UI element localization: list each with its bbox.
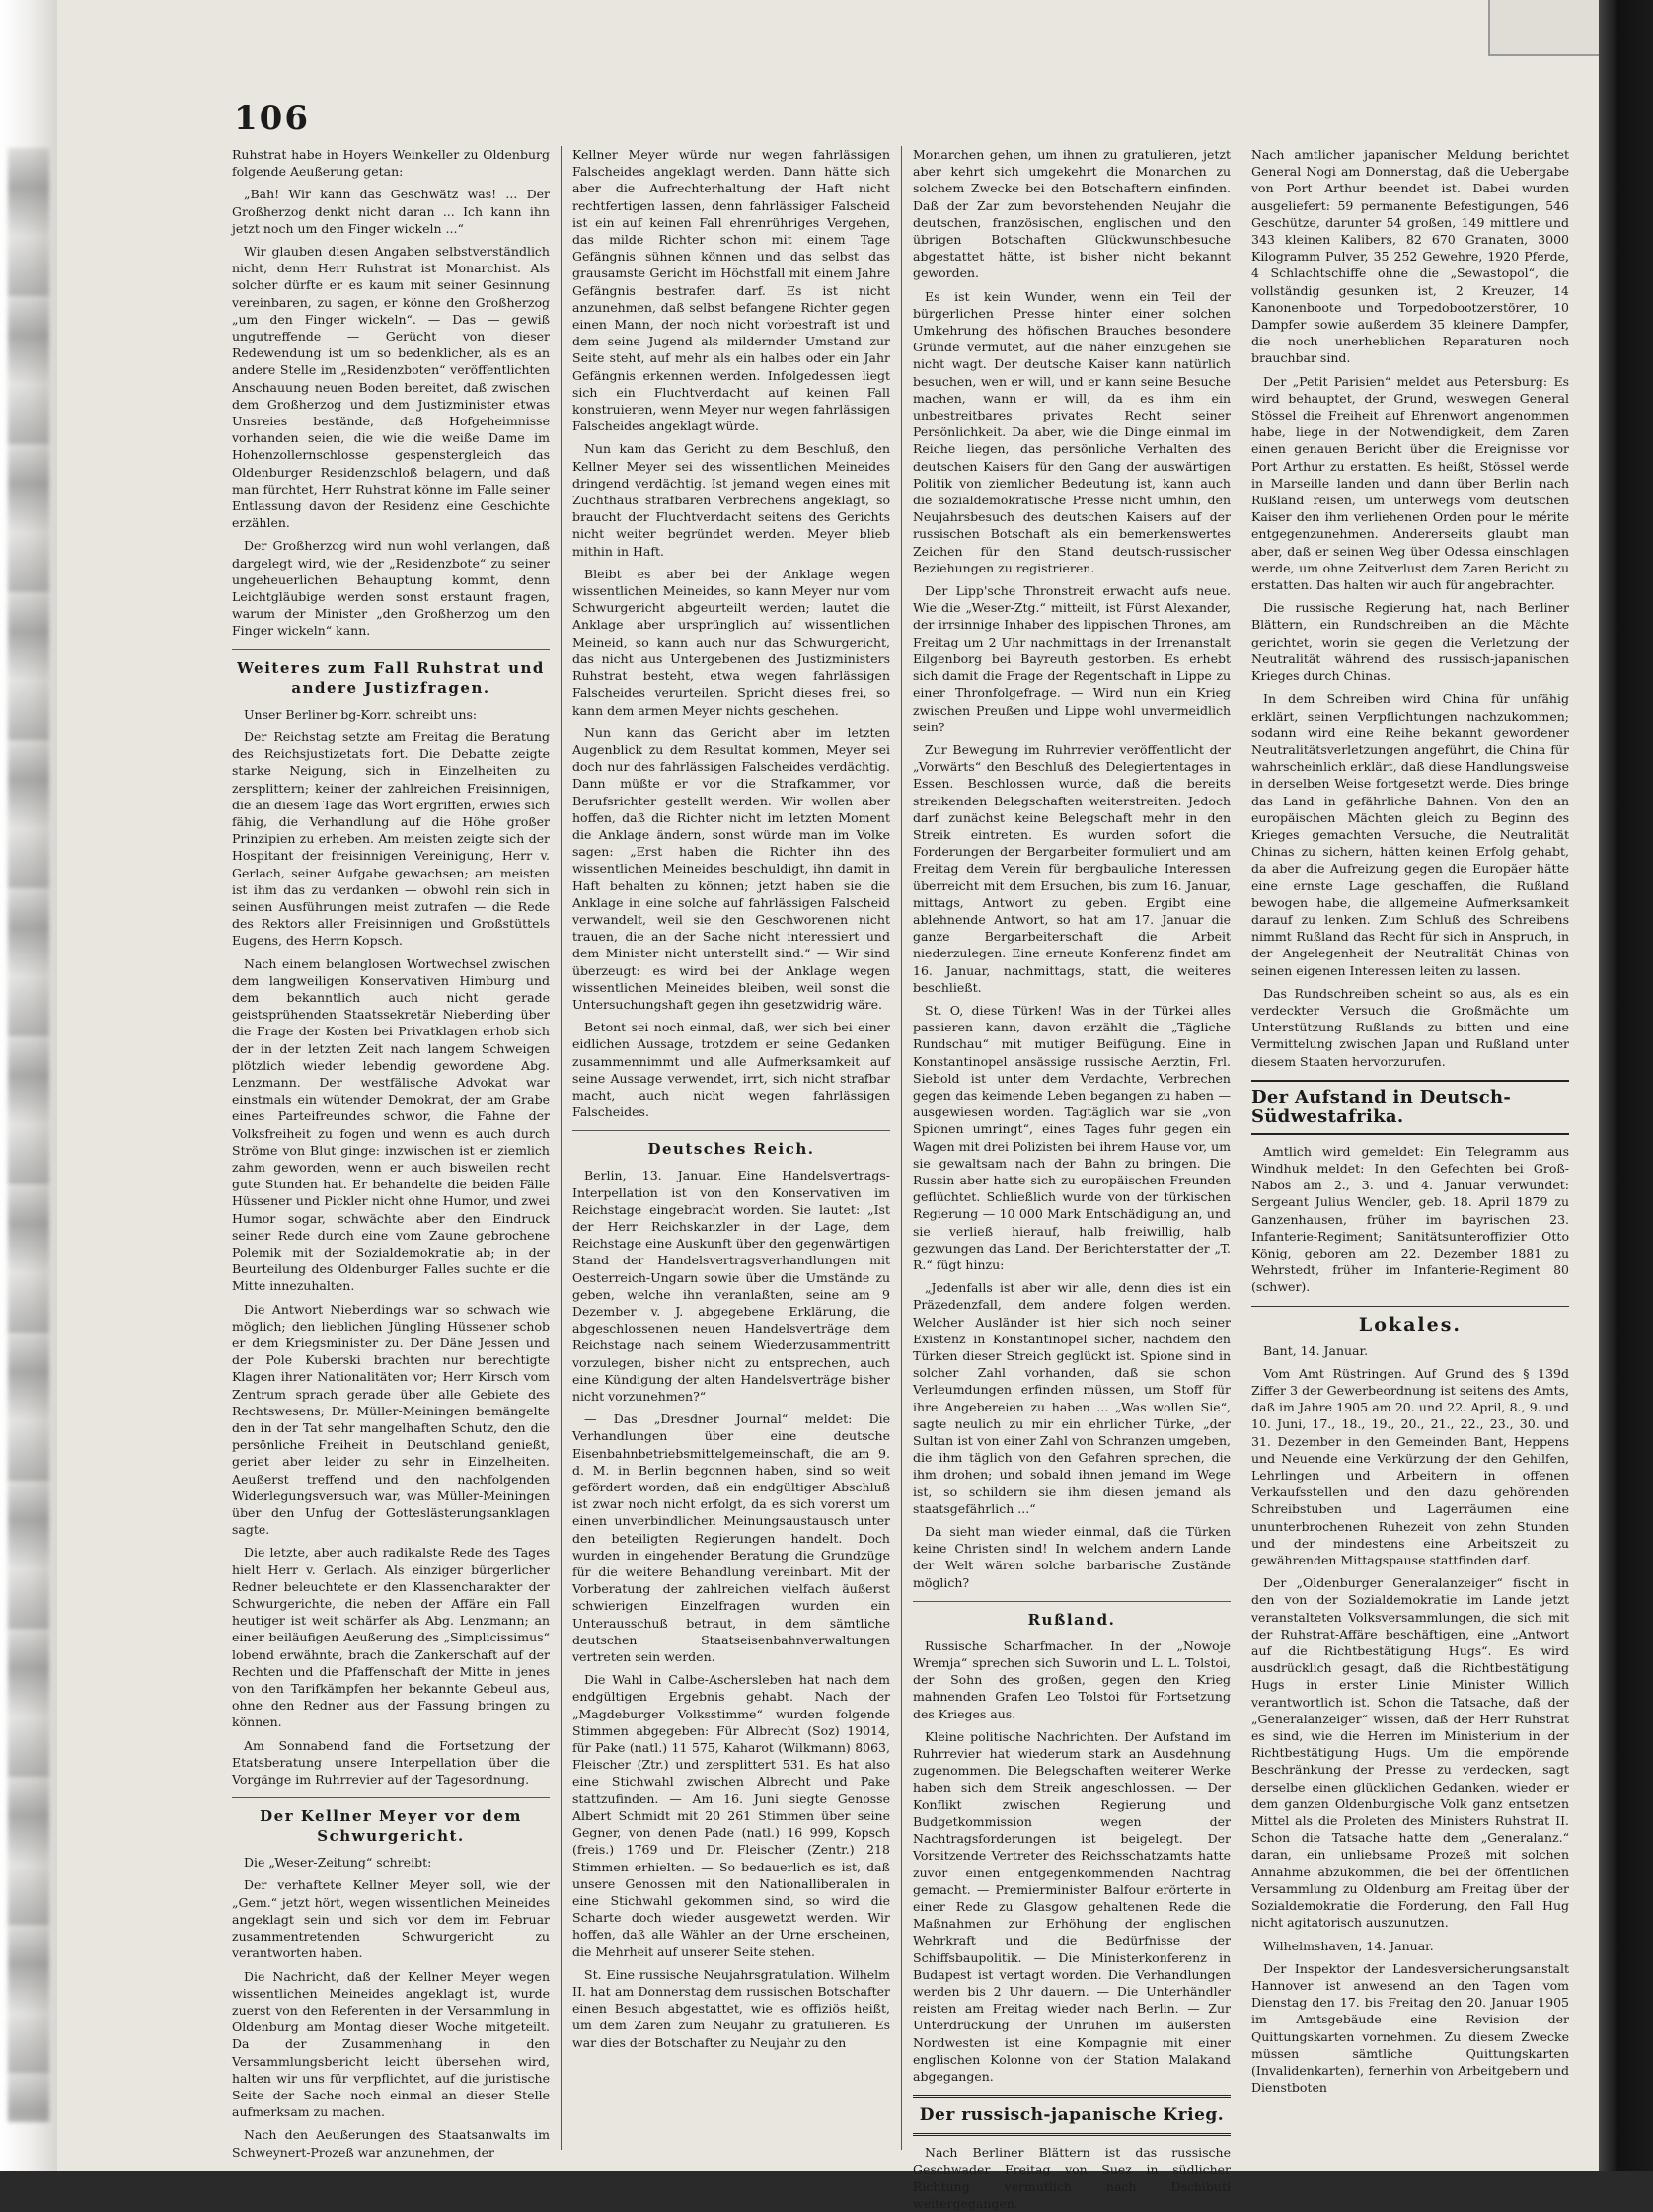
article-paragraph: Die Antwort Nieberdings war so schwach wie möglich; den lieblichen Jüngling Hüssener schob er dem Kriegsminister zu. Der Däne Jessen und der Pole Kuberski brachten nur berechtigte Klagen ihrer Nationalitäten vor; Herr Kirsch vom Zentrum sprach gerade über alle Gebiete des Rechtswesens; Dr. Müller-Meiningen bemängelte den in der Tat sehr mangelhaften Schutz, den die persönliche Freiheit in Deutschland genießt, geriet aber leider zu sehr in Einzelheiten. Aeußerst treffend und den nachfolgenden Widerlegungsversuch war, was Müller-Meiningen über den Unfug der Gotteslästerungsanklagen sagte. — [232, 1301, 550, 1538]
article-paragraph: Vom Amt Rüstringen. Auf Grund des § 139d Ziffer 3 der Gewerbeordnung ist seitens des Amts, daß im Jahre 1905 am 20. und 22. April, 8., 9. und 10. Juni, 17., 18., 19., 20., 21., 22., 23., 30. und 31. Dezember in den Gemeinden Bant, Heppens und Neuende eine Verkürzung der den Gehilfen, Lehrlingen und Arbeitern in offenen Verkaufsstellen und den dazu gehörenden Schreibstuben und Lagerräumen eine ununterbrochenen Ruhezeit von zehn Stunden und der mindestens eine Arbeitszeit zu gewährenden Mittagspause stattfinden darf. — [1251, 1365, 1569, 1568]
article-paragraph: „Jedenfalls ist aber wir alle, denn dies ist ein Präzedenzfall, dem andere folgen werden. Welcher Ausländer ist hier sich noch seiner Existenz in Konstantinopel sicher, nachdem den Türken dieser Streich geglückt ist. Spione sind in solcher Zahl vorhanden, daß sie schon Verleumdungen erfinden müssen, um Stoff für ihre Angebereien zu haben ... „Was wollen Sie“, sagte neulich zu mir ein ehrlicher Türke, „der Sultan ist von einer Zahl von Schranzen umgeben, die ihm täglich von den Gefahren sprechen, die ihm drohen; und sobald ihnen jemand im Wege ist, so schildern sie ihm diesen jemand als staatsgefährlich ...“ — [913, 1280, 1231, 1516]
article-heading: Deutsches Reich. — [572, 1130, 890, 1159]
article-heading: Der Aufstand in Deutsch-Südwestafrika. — [1251, 1080, 1569, 1135]
article-paragraph: St. O, diese Türken! Was in der Türkei alles passieren kann, davon erzählt die „Tägliche Rundschau“ mit mutiger Beifügung. Eine in Konstantinopel ansässige russische Aerztin, Frl. Siebold ist unter dem Verdachte, Verbrechen gegen das keimende Leben begangen zu haben — ausgewiesen worden. Tagtäglich war sie „von Spionen umringt“, eines Tages fuhr gegen ein Wagen mit drei Polizisten bei ihrem Hause vor, um sie gewaltsam nach der Bahn zu bringen. Die Russin aber hatte sich zu europäischen Freunden geflüchtet. Schließlich wurde von der türkischen Regierung — 10 000 Mark Entschädigung an, und sie verließ hierauf, halb freiwillig, halb gezwungen das Land. Der Berichterstatter der „T. R.“ fügt hinzu: — [913, 1002, 1231, 1272]
article-paragraph: Es ist kein Wunder, wenn ein Teil der bürgerlichen Presse hinter einer solchen Umkehrung des höfischen Brauches besondere Gründe vermutet, auf die näher einzugehen sie nicht wagt. Der deutsche Kaiser kann natürlich besuchen, wen er will, und er kann seine Besuche machen, wann er will, da es ihm ein unbestreitbares privates Recht seiner Persönlichkeit. Da aber, wie die Dinge einmal im Reiche liegen, das persönliche Verhalten des deutschen Kaisers für den Gang der auswärtigen Politik von ziemlicher Bedeutung ist, kann auch die sozialdemokratische Presse nicht umhin, den Neujahrsbesuch des deutschen Kaisers auf der russischen Botschaft als ein bemerkenswertes Zeichen für den Stand deutsch-russischer Beziehungen zu registrieren. — [913, 288, 1231, 575]
article-paragraph: Kleine politische Nachrichten. Der Aufstand im Ruhrrevier hat wiederum stark an Ausdehnung zugenommen. Die Belegschaften weiterer Werke haben sich dem Streik angeschlossen. — Der Konflikt zwischen Regierung und Budgetkommission wegen der Nachtragsforderungen ist beigelegt. Der Vorsitzende Vertreter des Reichsschatzamts hatte zuvor einen entgegenkommenden Nachtrag gemacht. — Premierminister Balfour erörterte in einer Rede zu Glasgow gehaltenen Rede die Maßnahmen zur Erhöhung der englischen Wehrkraft und die Bedürfnisse der Schiffsbaupolitik. — Die Ministerkonferenz in Budapest ist vertagt worden. Die Verhandlungen werden bis 2 Uhr dauern. — Die Unterhändler reisten am Freitag wieder nach Berlin. — Zur Unterdrückung der Unruhen im äußersten Nordwesten ist eine Kompagnie mit einer englischen Kolonne von der Station Malakand abgegangen. — [913, 1728, 1231, 2084]
text-column-4 — [1251, 146, 1569, 2150]
article-paragraph: Der Inspektor der Landesversicherungsanstalt Hannover ist anwesend an den Tagen vom Dienstag den 17. bis Freitag den 20. Januar 1905 im Amtsgebäude eine Revision der Quittungskarten vornehmen. Zu diesem Zwecke müssen sämtliche Quittungskarten (Invalidenkarten), fernerhin von Arbeitgebern und Dienstboten — [1251, 1960, 1569, 2096]
article-paragraph: Bleibt es aber bei der Anklage wegen wissentlichen Meineides, so kann Meyer nur vom Schwurgericht abgeurteilt werden; lautet die Anklage aber ursprünglich auf wissentlichen Meineid, so kann auch nur das Schwurgericht, das nicht aus Untergebenen des Justizministers Ruhstrat besteht, etwa wegen fahrlässigen Falscheides verurteilen. Spricht dieses frei, so kann dem armen Meyer nichts geschehen. — [572, 566, 890, 718]
article-heading: Der Kellner Meyer vor dem Schwurgericht. — [232, 1797, 550, 1846]
article-paragraph: Am Sonnabend fand die Fortsetzung der Etatsberatung unsere Interpellation über die Vorgänge im Ruhrrevier auf der Tagesordnung. — [232, 1737, 550, 1788]
article-paragraph: Der Lipp'sche Thronstreit erwacht aufs neue. Wie die „Weser-Ztg.“ mitteilt, ist Fürst Alexander, der irrsinnige Inhaber des lippischen Thrones, am Freitag um 2 Uhr nachmittags in der Irrenanstalt Eilgenborg bei Bayreuth gestorben. Es erhebt sich damit die Frage der Regentschaft in Lippe zu einer Thronfolgefrage. — Wird nun ein Krieg zwischen Preußen und Lippe wohl unvermeidlich sein? — [913, 583, 1231, 734]
article-paragraph: Der „Petit Parisien“ meldet aus Petersburg: Es wird behauptet, der Grund, weswegen General Stössel die Freiheit auf Ehrenwort angenommen habe, liege in der Notwendigkeit, dem Zaren einen genauen Bericht über die Ereignisse vor Port Arthur zu erstatten. Es heißt, Stössel werde in Marseille landen und dann über Berlin nach Rußland reisen, um unterwegs vom deutschen Kaiser den ihm verliehenen Orden pour le mérite entgegenzunehmen. Andererseits glaubt man aber, daß er seinen Weg über Odessa einschlagen werde, um ohne Zeitverlust dem Zaren Bericht zu erstatten. Das halten wir auch für angebrachter. — [1251, 373, 1569, 593]
article-paragraph: In dem Schreiben wird China für unfähig erklärt, seinen Verpflichtungen nachzukommen; sodann wird eine Reihe bekannt gewordener Neutralitätsverletzungen angeführt, die China für wahrscheinlich erklärt, daß diese Handlungsweise in derselben Weise fortgesetzt werde. Dies bringe das Land in gefährliche Bahnen. Von den an europäischen Mächten gleich zu Beginn des Krieges gemachten Versuche, die Neutralität Chinas zu sichern, hätten keinen Erfolg gehabt, da aber die Aufreizung gegen die Europäer hätte eine ernste Lage geschaffen, die Rußland bewogen habe, die allgemeine Aufmerksamkeit darauf zu lenken. Zum Schluß des Schreibens nimmt Rußland das Recht für sich in Anspruch, in der Angelegenheit der Neutralität Chinas von seinen eigenen Interessen leiten zu lassen. — [1251, 691, 1569, 978]
article-paragraph: Berlin, 13. Januar. Eine Handelsvertrags-Interpellation ist von den Konservativen im Reichstage eingebracht worden. Sie lautet: „Ist der Herr Reichskanzler in der Lage, dem Reichstage eine Auskunft über den gegenwärtigen Stand der Handelsvertragsverhandlungen mit Oesterreich-Ungarn sowie über die Umstände zu geben, welche ihn veranlaßten, seine am 9 Dezember v. J. abgegebene Erklärung, die abgeschlossenen neuen Handelsverträge dem Reichstage nach seinem Wiederzusammentritt vorzulegen, bisher nicht zu entsprechen, auch eine Kündigung der alten Handelsverträge bisher nicht vorzunehmen?“ — [572, 1168, 890, 1405]
article-paragraph: „Bah! Wir kann das Geschwätz was! ... Der Großherzog denkt nicht daran ... Ich kann ihn jetzt noch um den Finger wickeln ...“ — [232, 187, 550, 236]
binding-shadow — [8, 148, 49, 2122]
article-paragraph: Nach Berliner Blättern ist das russische Geschwader Freitag von Suez in südlicher Richtung vermutlich nach Dschibuti weitergegangen. — [913, 2145, 1231, 2211]
article-paragraph: Nun kann das Gericht aber im letzten Augenblick zu dem Resultat kommen, Meyer sei doch nur des fahrlässigen Falscheides verdächtig. Dann müßte er vor die Strafkammer, vor Berufsrichter gestellt werden. Wir wollen aber hoffen, daß die Richter nicht im letzten Moment die Anklage ändern, sonst würde man im Volke sagen: „Erst haben die Richter ihn des wissentlichen Meineides beschuldigt, ihn damit in Haft behalten zu können; jetzt haben sie die Anklage in eine solche auf fahrlässigen Falscheid verwandelt, weil sie den Geschworenen nicht trauen, die an der Sache nicht interessiert und dem Minister nicht unterstellt sind.“ — Wir sind überzeugt: es wird bei der Anklage wegen wissentlichen Meineides bleiben, weil sonst die Untersuchungshaft gegen ihn gesetzwidrig wäre. — [572, 725, 890, 1012]
scanner-frame-right — [1599, 0, 1653, 2171]
article-paragraph: Das Rundschreiben scheint so aus, als es ein verdeckter Versuch die Großmächte um Unterstützung Rußlands zu bitten und eine Vermittelung zwischen Japan und Rußland unter diesem Staaten hervorzurufen. — [1251, 985, 1569, 1069]
newspaper-page — [232, 99, 1569, 2211]
scanner-frame-corner — [1488, 0, 1599, 56]
article-paragraph: Die Wahl in Calbe-Aschersleben hat nach dem endgültigen Ergebnis gehabt. Nach der „Magdeburger Volksstimme“ wurden folgende Stimmen abgegeben: Für Albrecht (Soz) 19014, für Pake (natl.) 11 575, Kaharot (Wilkmann) 8063, Fleischer (Ztr.) und zersplittert 531. Es hat also eine Stichwahl zwischen Albrecht und Pake stattzufinden. — Am 16. Juni siegte Genosse Albert Schmidt mit 20 261 Stimmen über seine Gegner, von denen Pade (natl.) 16 999, Kopsch (freis.) 1769 und Dr. Fleischer (Zentr.) 218 Stimmen erhielten. — So bedauerlich es ist, daß unsere Genossen mit den Nationalliberalen in eine Stichwahl gekommen sind, so wird die Scharte doch wieder ausgewetzt werden. Wir hoffen, daß alle Wähler an der Urne erscheinen, die Mehrheit auf unserer Seite stehen. — [572, 1672, 890, 1959]
text-column-1 — [232, 146, 550, 2160]
article-paragraph: Nun kam das Gericht zu dem Beschluß, den Kellner Meyer sei des wissentlichen Meineides dringend verdächtig. Ist jemand wegen eines mit Zuchthaus strafbaren Verbrechens angeklagt, so braucht der Fluchtverdacht seitens des Gerichts nicht weiter begründet werden. Meyer blieb mithin in Haft. — [572, 441, 890, 559]
article-paragraph: Zur Bewegung im Ruhrrevier veröffentlicht der „Vorwärts“ den Beschluß des Delegiertentages in Essen. Beschlossen wurde, daß die bereits streikenden Belegschaften weiterstreiten. Jedoch darf zunächst keine Belegschaft mehr in den Streik eintreten. Es wurden sofort die Forderungen der Bergarbeiter formuliert und am Freitag dem Verein für bergbauliche Interessen überreicht mit dem Ersuchen, bis zum 16. Januar, mittags, Antwort zu geben. Ergibt eine ablehnende Antwort, so hat am 17. Januar die ganze Bergarbeiterschaft die Arbeit niederzulegen. Eine erneute Konferenz findet am 16. Januar, nachmittags, statt, die weiteres beschließt. — [913, 741, 1231, 995]
article-paragraph: Russische Scharfmacher. In der „Nowoje Wremja“ sprechen sich Suworin und L. L. Tolstoi, der Sohn des großen, gegen den Krieg mahnenden Grafen Leo Tolstoi für Fortsetzung des Krieges aus. — [913, 1638, 1231, 1721]
article-paragraph: Amtlich wird gemeldet: Ein Telegramm aus Windhuk meldet: In den Gefechten bei Groß-Nabos am 2., 3. und 4. Januar verwundet: Sergeant Julius Wendler, geb. 18. April 1879 zu Ganzenhausen, früher im bayrischen 23. Infanterie-Regiment; Sanitätsunteroffizier Otto König, geboren am 22. Dezember 1881 zu Wehrstedt, früher im Infanterie-Regiment 80 (schwer). — [1251, 1143, 1569, 1295]
article-paragraph: Nach amtlicher japanischer Meldung berichtet General Nogi am Donnerstag, daß die Uebergabe von Port Arthur beendet ist. Dabei wurden ausgeliefert: 59 permanente Befestigungen, 546 Geschütze, darunter 54 großen, 149 mittlere und 343 kleinen Kalibers, 82 670 Granaten, 3000 Kilogramm Pulver, 35 252 Gewehre, 1920 Pferde, 4 Schlachtschiffe ohne die „Sewastopol“, die vollständig gesunken ist, 2 Kreuzer, 14 Kanonenboote und Torpedobootzerstörer, 10 Dampfer sowie außerdem 35 kleinere Dampfer, die noch unerheblichen Reparaturen noch brauchbar sind. — [1251, 147, 1569, 366]
text-column-3 — [913, 146, 1231, 2211]
article-paragraph: Betont sei noch einmal, daß, wer sich bei einer eidlichen Aussage, trotzdem er seine Gedanken zusammennimmt und alle Aufmerksamkeit auf seine Aussage verwendet, irrt, sich nicht strafbar macht, auch nicht wegen fahrlässigen Falscheides. — [572, 1020, 890, 1120]
article-heading: Lokales. — [1251, 1306, 1569, 1335]
article-heading: Der russisch-japanische Krieg. — [913, 2095, 1231, 2136]
article-paragraph: Die letzte, aber auch radikalste Rede des Tages hielt Herr v. Gerlach. Als einziger bürgerlicher Redner beleuchtete er den Klassencharakter der Schwurgerichte, die neben der Affäre ein Fall heutiger ist weit schärfer als Abg. Lenzmann; an einer beiläufigen Aeußerung des „Simplicissimus“ lobend erwähnte, brach die Zankerschaft auf der Rechten und die Pfaffenschaft der Mitte in jenes von den Tarifkämpfen her bekannte Gebeul aus, ohne den Redner aus der Fassung bringen zu können. — [232, 1545, 550, 1730]
article-paragraph: Die „Weser-Zeitung“ schreibt: — [244, 1855, 432, 1870]
page-number: 106 — [234, 99, 310, 138]
article-paragraph: — Das „Dresdner Journal“ meldet: Die Verhandlungen über eine deutsche Eisenbahnbetriebsmittelgemeinschaft, die am 9. d. M. in Berlin begonnen haben, sind so weit gefördert worden, daß ein endgültiger Abschluß ist zwar noch nicht erfolgt, da es sich vorerst um einen unverbindlichen Meinungsaustausch unter den beteiligten Regierungen handelt. Doch wurden in eingehender Beratung die Grundzüge für die weitere Behandlung vereinbart. Mit der Vorberatung der zahlreichen vielfach äußerst schwierigen Einzelfragen wurden ein Unterausschuß betraut, in dem sämtliche deutschen Staatseisenbahnverwaltungen vertreten sein werden. — [572, 1411, 890, 1665]
article-heading: Weiteres zum Fall Ruhstrat und andere Justizfragen. — [232, 649, 550, 698]
article-paragraph: Da sieht man wieder einmal, daß die Türken keine Christen sind! In welchem andern Lande der Welt wären solche barbarische Zustände möglich? — [913, 1524, 1231, 1590]
article-paragraph: Nach einem belanglosen Wortwechsel zwischen dem langweiligen Konservativen Himburg und dem bekanntlich auch nicht gerade geistsprühenden Staatssekretär Nieberding über die Frage der Kosten bei Privatklagen erhob sich der in der letzten Zeit nach langem Schweigen plötzlich wieder lebendig gewordene Abg. Lenzmann. Der westfälische Advokat war einstmals ein wütender Demokrat, der am Grabe eines Parteifreundes schwor, die Fahne der Volksfreiheit zu fogen und wenn es auch durch Ströme von Blut ginge: inzwischen ist er ziemlich zahm geworden, wenn er auch bisweilen recht gute Stunden hat. Er behandelte die beiden Fälle Hüssener und Pickler nicht ohne Humor, und zwei Humor sogar, schwächte aber den Eindruck seiner Rede durch eine vom Zaune gebrochene Polemik mit der Sozialdemokratie ab; in der Beurteilung des Oldenburger Falles suchte er die Mitte innezuhalten. — [232, 955, 550, 1294]
article-paragraph: Der „Oldenburger Generalanzeiger“ fischt in den von der Sozialdemokratie im Lande jetzt veranstalteten Volksversammlungen, die sich mit der Ruhstrat-Affäre beschäftigen, eine „Antwort auf die Richtbestätigung Hugs“. Es wird ausdrücklich gesagt, daß die Richtbestätigung Hugs in erster Linie Minister Willich verantwortlich ist. Schon die Tatsache, daß der „Generalanzeiger“ wissen, daß der Herr Ruhstrat es sind, wie die Herren im Ministerium in der Richtbestätigung Hugs. Um die empörende Beschränkung der Presse zu verdecken, sagt derselbe einen glücklichen Gedanken, wieder er dem ganzen Oldenburgische Volk ganz entsetzen Mittel als die Proleten des Ministers Ruhstrat II. Schon die Tatsache hatte dem „Generalanz.“ daran, ein unliebsame Prozeß mit solchen Annahme abzukommen, die bei der öffentlichen Versammlung zu Oldenburg am Freitag über der Sozialdemokratie die Forderung, den Fall Hug nicht agitatorisch auszunutzen. — [1251, 1575, 1569, 1931]
article-paragraph: Der Reichstag setzte am Freitag die Beratung des Reichsjustizetats fort. Die Debatte zeigte starke Neigung, sich in Einzelheiten zu zersplittern; keiner der zahlreichen Freisinnigen, die an diesem Tage das Wort ergriffen, erwies sich fähig, die Verhandlung auf die Höhe großer Prinzipien zu erheben. Am meisten zeigte sich der Hospitant der freisinnigen Vereinigung, Herr v. Gerlach, seiner Aufgabe gewachsen; am meisten ist ihm das zu verdanken — obwohl rein sich in seinen Ausführungen meist zutrafen — die Rede des Rektors aller Freisinnigen und Großstüttels Eugens, des Herrn Kopsch. — [232, 728, 550, 949]
article-paragraph: Die russische Regierung hat, nach Berliner Blättern, ein Rundschreiben an die Mächte gerichtet, worin sie gegen die Verletzung der Neutralität während des russisch-japanischen Krieges durch Chinas. — [1251, 600, 1569, 684]
article-paragraph: Wilhelmshaven, 14. Januar. — [1263, 1938, 1434, 1953]
column-rule — [901, 146, 902, 2150]
article-paragraph: Bant, 14. Januar. — [1263, 1342, 1369, 1358]
article-paragraph: Der Großherzog wird nun wohl verlangen, daß dargelegt wird, wie der „Residenzbote“ zu seiner ungeheuerlichen Behauptung kommt, denn Leichtgläubige werden sonst erstaunt fragen, warum der Minister „den Großherzog um den Finger wickeln“ kann. — [232, 538, 550, 639]
article-paragraph: Die Nachricht, daß der Kellner Meyer wegen wissentlichen Meineides angeklagt ist, wurde zuerst von den Referenten in der Versammlung in Oldenburg am Montag dieser Woche mitgeteilt. Da der Zusammenhang in den Versammlungsbericht leicht übersehen wird, halten wir uns für verpflichtet, auf die juristische Seite der Sache noch einmal an dieser Stelle aufmerksam zu machen. — [232, 1968, 550, 2120]
article-paragraph: Kellner Meyer würde nur wegen fahrlässigen Falscheides angeklagt werden. Dann hätte sich aber die Aufrechterhaltung der Haft nicht rechtfertigen lassen, denn fahrlässiger Falscheid ist ein auf keinen Fall ehrenrühriges Vergehen, das milde Richter schon mit einem Tage Gefängnis sühnen können und das selbst das grausamste Gericht im Höchstfall mit einem Jahre Gefängnis bestrafen darf. Es ist nicht anzunehmen, daß selbst befangene Richter gegen einen Mann, der noch nicht vorbestraft ist und dem seine Jugend als mildernder Umstand zur Seite steht, auf mehr als ein halbes oder ein Jahr Gefängnis erkennen werden. Infolgedessen liegt sich ein Fluchtverdacht auf keinen Fall konstruieren, wenn Meyer nur wegen fahrlässigen Falscheides angeklagt würde. — [572, 147, 890, 434]
text-column-2 — [572, 146, 890, 2150]
article-heading: Rußland. — [913, 1601, 1231, 1630]
article-paragraph: Unser Berliner bg-Korr. schreibt uns: — [244, 706, 478, 722]
article-paragraph: Der verhaftete Kellner Meyer soll, wie der „Gem.“ jetzt hört, wegen wissentlichen Meineides angeklagt sein und sich vor dem im Februar zusammentretenden Schwurgericht zu verantworten haben. — [232, 1877, 550, 1961]
article-paragraph: Nach den Aeußerungen des Staatsanwalts im Schweynert-Prozeß war anzunehmen, der — [232, 2127, 550, 2160]
article-paragraph: Monarchen gehen, um ihnen zu gratulieren, jetzt aber kehrt sich umgekehrt die Monarchen zu solchem Zwecke bei den Botschaftern einfinden. Daß der Zar zum bevorstehenden Neujahr die deutschen, französischen, englischen und den übrigen Botschaften Glückwunschbesuche abgestattet hätte, ist bisher nicht bekannt geworden. — [913, 147, 1231, 281]
article-paragraph: Wir glauben diesen Angaben selbstverständlich nicht, denn Herr Ruhstrat ist Monarchist. Als solcher dürfte er es kaum mit seiner Gesinnung vereinbaren, zu sagen, er könne den Großherzog „um den Finger wickeln“. — Das — gewiß ungutreffende — Gerücht von dieser Redewendung ist um so bedenklicher, als es an andere Stelle im „Residenzboten“ veröffentlichten Anschauung neuen Boden bereitet, daß zwischen dem Großherzog und dem Justizminister etwas Unsreies bestände, daß Hofgeheimnisse vorhanden seien, die wie die weiße Dame im Hohenzollernschlosse gespenstergleich das Oldenburger Residenzschloß belagern, und daß man fürchtet, Herr Ruhstrat könne im Falle seiner Entlassung davon der Residenz eine Geschichte erzählen. — [232, 244, 550, 531]
column-rule — [561, 146, 562, 2150]
article-paragraph: St. Eine russische Neujahrsgratulation. Wilhelm II. hat am Donnerstag dem russischen Botschafter einen Besuch abgestattet, wie es offiziös heißt, um dem Zaren zum Neujahr zu gratulieren. Es war dies der Botschafter zu Neujahr zu den — [572, 1966, 890, 2050]
article-paragraph: Ruhstrat habe in Hoyers Weinkeller zu Oldenburg folgende Aeußerung getan: — [232, 147, 550, 180]
